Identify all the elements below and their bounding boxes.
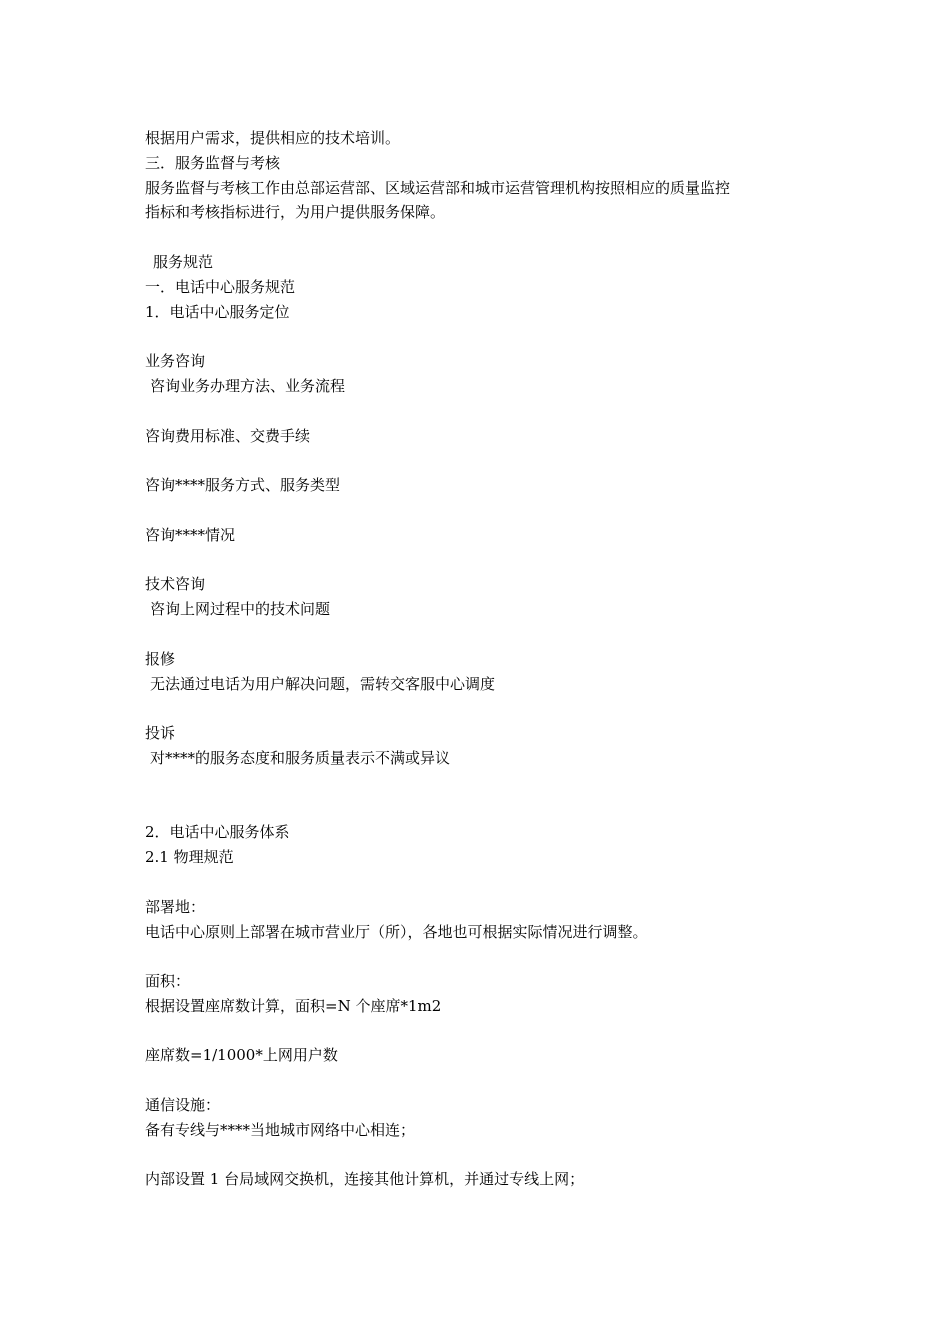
blank-line [145,696,825,721]
text-line: 根据设置座席数计算，面积=N 个座席*1m2 [145,996,442,1015]
item-heading: 部署地： [145,897,206,916]
text-line: 根据用户需求，提供相应的技术培训。 [145,129,401,147]
blank-line [145,1143,825,1168]
item-heading: 投诉 [145,724,176,743]
item-heading: 报修 [145,649,176,668]
subsection-heading: 2.1 物理规范 [145,848,234,867]
subsection-heading: 2．电话中心服务体系 [145,823,290,842]
blank-line [145,548,825,573]
document-title: 服务规范 [153,252,214,271]
item-heading: 技术咨询 [145,575,206,594]
text-line: 咨询****情况 [145,525,236,544]
text-line: 咨询****服务方式、服务类型 [145,476,341,495]
text-line: 咨询上网过程中的技术问题 [150,600,331,619]
text-line: 对****的服务态度和服务质量表示不满或异议 [150,748,451,767]
blank-line [145,399,825,424]
text-line: 服务监督与考核工作由总部运营部、区域运营部和城市运营管理机构按照相应的质量监控 [145,178,731,197]
item-heading: 通信设施： [145,1096,221,1115]
text-line: 备有专线与****当地城市网络中心相连； [145,1120,416,1139]
section-heading: 三．服务监督与考核 [145,153,281,172]
document-body [145,126,825,1192]
blank-line [145,225,825,250]
subsection-heading: 1．电话中心服务定位 [145,302,290,321]
item-heading: 业务咨询 [145,352,206,371]
blank-line [145,448,825,473]
text-line: 电话中心原则上部署在城市营业厅（所），各地也可根据实际情况进行调整。 [145,922,648,941]
blank-line [145,870,825,895]
blank-line [145,324,825,349]
blank-line [145,1019,825,1044]
blank-line [145,622,825,647]
section-heading: 一．电话中心服务规范 [145,277,296,296]
blank-line [145,498,825,523]
text-line: 内部设置 1 台局域网交换机，连接其他计算机，并通过专线上网； [145,1170,585,1189]
text-line: 咨询业务办理方法、业务流程 [150,376,346,395]
text-line: 咨询费用标准、交费手续 [145,426,311,445]
text-line: 座席数=1/1000*上网用户数 [145,1046,338,1065]
blank-line [145,796,825,821]
blank-line [145,771,825,796]
blank-line [145,944,825,969]
item-heading: 面积： [145,972,191,991]
blank-line [145,1068,825,1093]
text-line: 指标和考核指标进行，为用户提供服务保障。 [145,203,446,222]
text-line: 无法通过电话为用户解决问题，需转交客服中心调度 [150,674,496,693]
